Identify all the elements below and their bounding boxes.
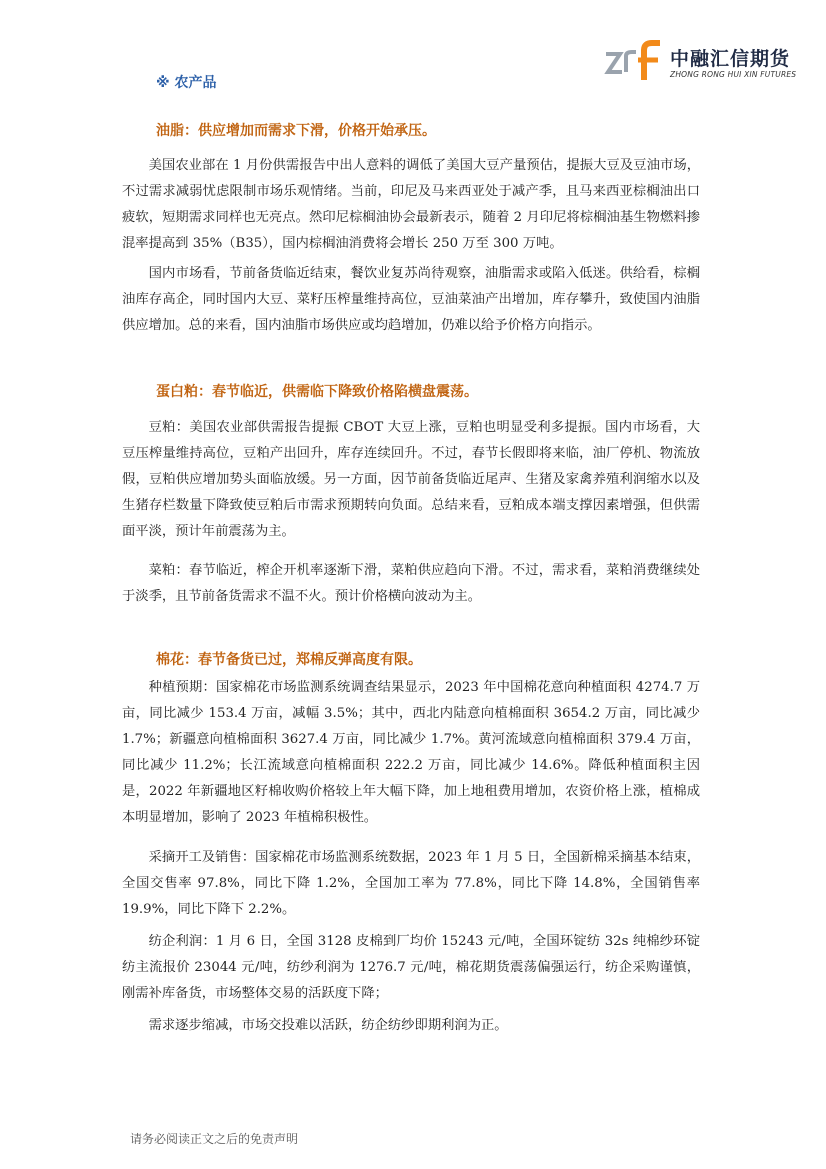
company-logo: [604, 40, 804, 85]
paragraph-cotton-demand: 需求逐步缩减，市场交投难以活跃，纺企纺纱即期利润为正。: [148, 1018, 508, 1033]
heading-oils: 油脂：供应增加而需求下滑，价格开始承压。: [156, 123, 436, 139]
paragraph-oils-1: 美国农业部在 1 月份供需报告中出人意料的调低了美国大豆产量预估，提振大豆及豆油市场，不过需求减弱忧虑限制市场乐观情绪。当前，印尼及马来西亚处于减产季，且马来西亚棕榈油出口疲软，短期需求同样也无亮点。然印尼棕榈油协会最新表示，随着 2 月印尼将棕榈油基生物燃料掺混率提高到 35%（B35），国内棕榈油消费将会增长 250 万至 300 万吨。: [122, 158, 700, 251]
paragraph-rapeseed-meal: 菜粕：春节临近，榨企开机率逐渐下滑，菜粕供应趋向下滑。不过，需求看，菜粕消费继续处于淡季，且节前备货需求不温不火。预计价格横向波动为主。: [122, 563, 700, 604]
paragraph-cotton-profit: 纺企利润：1 月 6 日，全国 3128 皮棉到厂均价 15243 元/吨，全国环锭纺 32s 纯棉纱环锭纺主流报价 23044 元/吨，纺纱利润为 1276.7 元/吨，棉花期货震荡偏强运行，纺企采购谨慎，刚需补库备货，市场整体交易的活跃度下降；: [122, 934, 700, 1001]
logo-mark-icon: [604, 40, 664, 82]
heading-protein-meal: 蛋白粕：春节临近，供需临下降致价格陷横盘震荡。: [156, 384, 478, 400]
logo-name-cn: 中融汇信期货: [670, 48, 791, 70]
disclaimer-footer: 请务必阅读正文之后的免责声明: [130, 1132, 299, 1146]
paragraph-soymeal: 豆粕：美国农业部供需报告提振 CBOT 大豆上涨，豆粕也明显受利多提振。国内市场看，大豆压榨量维持高位，豆粕产出回升，库存连续回升。不过，春节长假即将来临，油厂停机、物流放假，豆粕供应增加势头面临放缓。另一方面，因节前备货临近尾声、生猪及家禽养殖利润缩水以及生猪存栏数量下降致使豆粕后市需求预期转向负面。总结来看，豆粕成本端支撑因素增强，但供需面平淡，预计年前震荡为主。: [122, 420, 700, 539]
paragraph-cotton-picking: 采摘开工及销售：国家棉花市场监测系统数据，2023 年 1 月 5 日，全国新棉采摘基本结束，全国交售率 97.8%，同比下降 1.2%，全国加工率为 77.8%，同比下降 14.8%，全国销售率 19.9%，同比下降下 2.2%。: [122, 850, 700, 917]
section-title: ※ 农产品: [156, 75, 217, 91]
heading-cotton: 棉花：春节备货已过，郑棉反弹高度有限。: [156, 652, 422, 668]
paragraph-oils-2: 国内市场看，节前备货临近结束，餐饮业复苏尚待观察，油脂需求或陷入低迷。供给看，棕榈油库存高企，同时国内大豆、菜籽压榨量维持高位，豆油菜油产出增加，库存攀升，致使国内油脂供应增加。总的来看，国内油脂市场供应或均趋增加，仍难以给予价格方向指示。: [122, 266, 700, 333]
logo-name-en: ZHONG RONG HUI XIN FUTURES: [670, 70, 797, 79]
paragraph-cotton-planting: 种植预期：国家棉花市场监测系统调查结果显示，2023 年中国棉花意向种植面积 4274.7 万亩，同比减少 153.4 万亩，减幅 3.5%；其中，西北内陆意向植棉面积 3654.2 万亩，同比减少 1.7%；新疆意向植棉面积 3627.4 万亩，同比减少 1.7%。黄河流域意向植棉面积 379.4 万亩，同比减少 11.2%；长江流域意向植棉面积 222.2 万亩，同比减少 14.6%。降低种植面积主因是，2022 年新疆地区籽棉收购价格较上年大幅下降，加上地租费用增加，农资价格上涨，植棉成本明显增加，影响了 2023 年植棉积极性。: [122, 680, 700, 825]
